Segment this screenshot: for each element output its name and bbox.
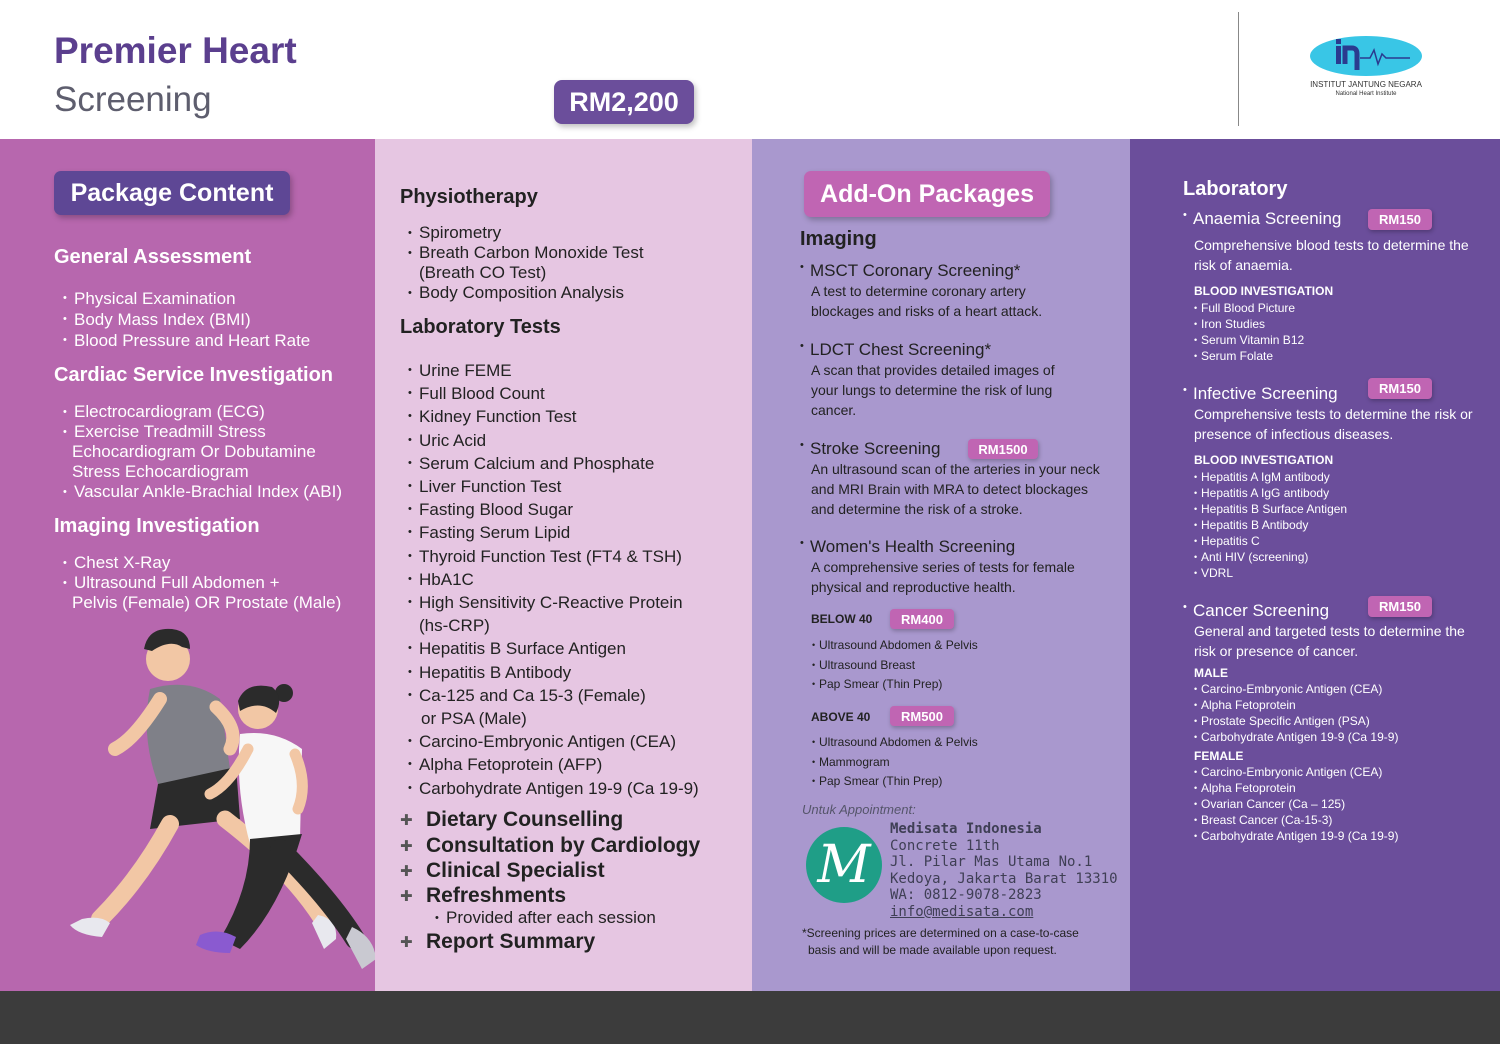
list-item: • Chest X-Ray — [63, 553, 341, 573]
logo-name: INSTITUT JANTUNG NEGARA — [1310, 80, 1422, 89]
list-item: • Mammogram — [812, 753, 978, 773]
ldct-title: • LDCT Chest Screening* — [800, 340, 991, 360]
tests-column — [375, 139, 752, 991]
list-item: • Alpha Fetoprotein — [1194, 780, 1398, 796]
runners-illustration — [40, 619, 375, 991]
addon-packages-pill: Add-On Packages — [804, 171, 1050, 217]
female-list — [1194, 764, 1398, 844]
list-item: • Prostate Specific Antigen (PSA) — [1194, 713, 1398, 729]
list-item: • Iron Studies — [1194, 316, 1304, 332]
medisata-logo-icon: M — [806, 827, 882, 903]
list-item-continued: or PSA (Male) — [421, 709, 527, 729]
package-content-column — [0, 139, 375, 991]
imaging-heading: Imaging — [800, 228, 877, 250]
list-item: • Physical Examination — [63, 288, 310, 309]
womens-health-title: • Women's Health Screening — [800, 537, 1015, 557]
extra-refreshments: ✚ Refreshments — [400, 883, 566, 908]
male-list — [1194, 681, 1398, 745]
infective-price-tag: RM150 — [1368, 378, 1432, 399]
list-item: • High Sensitivity C-Reactive Protein — [408, 591, 699, 614]
footnote: *Screening prices are determined on a case-to-case basis and will be made available upon request. — [802, 926, 1079, 957]
stroke-description: An ultrasound scan of the arteries in your neck and MRI Brain with MRA to detect blockages and determine the risk of a stroke. — [811, 461, 1100, 517]
list-item: • Ultrasound Abdomen & Pelvis — [812, 636, 978, 656]
list-item: • Breath Carbon Monoxide Test — [408, 243, 644, 263]
list-item: • Full Blood Count — [408, 382, 699, 405]
list-item: • Urine FEME — [408, 359, 699, 382]
anaemia-title: • Anaemia Screening — [1183, 209, 1341, 229]
list-item-continued: Stress Echocardiogram — [72, 462, 249, 481]
list-item: • Kidney Function Test — [408, 405, 699, 428]
list-item-continued: Echocardiogram Or Dobutamine — [72, 442, 316, 461]
male-label: MALE — [1194, 666, 1228, 680]
list-item: • Anti HIV (screening) — [1194, 549, 1347, 565]
above-40-label: ABOVE 40 — [811, 710, 871, 724]
list-item: • Fasting Serum Lipid — [408, 521, 699, 544]
list-item: • Provided after each session — [435, 908, 656, 928]
infective-sub-heading: BLOOD INVESTIGATION — [1194, 453, 1334, 467]
below-40-list — [812, 636, 978, 695]
cardiac-investigation-list — [63, 402, 342, 502]
list-item: • Ultrasound Breast — [812, 656, 978, 676]
infective-list — [1194, 469, 1347, 581]
extra-consultation: ✚ Consultation by Cardiology — [400, 833, 700, 858]
list-item: • Hepatitis B Antibody — [408, 661, 699, 684]
above-40-list — [812, 733, 978, 792]
list-item: • Liver Function Test — [408, 475, 699, 498]
below-40-label: BELOW 40 — [811, 612, 873, 626]
price-badge: RM2,200 — [554, 80, 694, 124]
contact-name: Medisata Indonesia — [890, 821, 1042, 837]
imaging-investigation-list — [63, 553, 341, 613]
list-item: • Spirometry — [408, 223, 644, 243]
above-40-price-tag: RM500 — [890, 706, 954, 726]
section-heading: General Assessment — [54, 246, 252, 268]
list-item: • Body Composition Analysis — [408, 283, 644, 303]
contact-line: Concrete 11th — [890, 837, 1000, 854]
list-item: • Alpha Fetoprotein (AFP) — [408, 753, 699, 776]
list-item: • Carbohydrate Antigen 19-9 (Ca 19-9) — [1194, 828, 1398, 844]
list-item: • Electrocardiogram (ECG) — [63, 402, 342, 422]
physiotherapy-heading: Physiotherapy — [400, 186, 538, 208]
female-label: FEMALE — [1194, 749, 1244, 763]
list-item: • Thyroid Function Test (FT4 & TSH) — [408, 545, 699, 568]
list-item: • Carbohydrate Antigen 19-9 (Ca 19-9) — [408, 777, 699, 800]
page-subtitle: Screening — [54, 80, 212, 119]
cancer-price-tag: RM150 — [1368, 596, 1432, 617]
extra-consultation-continued: ✚ Clinical Specialist — [400, 858, 605, 883]
list-item: • Serum Vitamin B12 — [1194, 332, 1304, 348]
list-item: • Ovarian Cancer (Ca – 125) — [1194, 796, 1398, 812]
list-item: • Ca-125 and Ca 15-3 (Female) — [408, 684, 699, 707]
laboratory-tests-list — [408, 359, 699, 800]
cancer-description: General and targeted tests to determine the risk or presence of cancer. — [1194, 623, 1465, 659]
list-item: • Uric Acid — [408, 429, 699, 452]
physiotherapy-list — [408, 223, 644, 303]
list-item: • Carcino-Embryonic Antigen (CEA) — [408, 730, 699, 753]
laboratory-tests-heading: Laboratory Tests — [400, 316, 561, 338]
list-item: • Hepatitis B Antibody — [1194, 517, 1347, 533]
contact-line: WA: 0812-9078-2823 — [890, 887, 1042, 903]
cancer-title: • Cancer Screening — [1183, 601, 1329, 621]
addon-column — [752, 139, 1130, 991]
contact-email-link[interactable]: info@medisata.com — [890, 903, 1034, 920]
msct-title: • MSCT Coronary Screening* — [800, 261, 1020, 281]
list-item-continued: Pelvis (Female) OR Prostate (Male) — [72, 593, 342, 612]
list-item: • Carbohydrate Antigen 19-9 (Ca 19-9) — [1194, 729, 1398, 745]
contact-block — [890, 821, 1118, 920]
list-item: • Body Mass Index (BMI) — [63, 309, 310, 330]
bottom-bar — [0, 991, 1500, 1044]
contact-line: Kedoya, Jakarta Barat 13310 — [890, 870, 1118, 887]
list-item: • HbA1C — [408, 568, 699, 591]
list-item: • Serum Calcium and Phosphate — [408, 452, 699, 475]
list-item: • Vascular Ankle-Brachial Index (ABI) — [63, 482, 342, 502]
list-item: • Hepatitis A IgM antibody — [1194, 469, 1347, 485]
list-item: • Carcino-Embryonic Antigen (CEA) — [1194, 681, 1398, 697]
refreshments-note — [435, 908, 656, 928]
list-item: • Hepatitis A IgG antibody — [1194, 485, 1347, 501]
list-item: • Fasting Blood Sugar — [408, 498, 699, 521]
anaemia-description: Comprehensive blood tests to determine the risk of anaemia. — [1194, 237, 1469, 273]
list-item-continued: (hs-CRP) — [419, 616, 490, 636]
laboratory-addon-column — [1130, 139, 1500, 991]
womens-health-description: A comprehensive series of tests for female physical and reproductive health. — [811, 559, 1075, 595]
list-item: • Hepatitis B Surface Antigen — [1194, 501, 1347, 517]
list-item: • Pap Smear (Thin Prep) — [812, 675, 978, 695]
section-heading: Imaging Investigation — [54, 515, 260, 537]
package-content-pill: Package Content — [54, 171, 290, 215]
anaemia-list — [1194, 300, 1304, 364]
list-item: • Breast Cancer (Ca-15-3) — [1194, 812, 1398, 828]
list-item: • Hepatitis C — [1194, 533, 1347, 549]
ldct-description: A scan that provides detailed images of your lungs to determine the risk of lung cancer. — [811, 362, 1055, 418]
list-item: • Carcino-Embryonic Antigen (CEA) — [1194, 764, 1398, 780]
logo-subtitle: National Heart Institute — [1335, 91, 1397, 97]
contact-line: Jl. Pilar Mas Utama No.1 — [890, 854, 1093, 870]
msct-description: A test to determine coronary artery blockages and risks of a heart attack. — [811, 283, 1043, 319]
list-item: • Ultrasound Abdomen & Pelvis — [812, 733, 978, 753]
laboratory-heading: Laboratory — [1183, 178, 1288, 200]
appointment-label: Untuk Appointment: — [802, 802, 916, 817]
anaemia-price-tag: RM150 — [1368, 209, 1432, 230]
infective-title: • Infective Screening — [1183, 384, 1338, 404]
stroke-price-tag: RM1500 — [968, 439, 1038, 459]
list-item: • Exercise Treadmill Stress — [63, 422, 342, 442]
below-40-price-tag: RM400 — [890, 609, 954, 629]
extra-report-summary: ✚ Report Summary — [400, 929, 595, 954]
list-item: • Hepatitis B Surface Antigen — [408, 637, 699, 660]
header-divider — [1238, 12, 1239, 126]
list-item-continued: (Breath CO Test) — [419, 263, 547, 282]
list-item: • VDRL — [1194, 565, 1347, 581]
anaemia-sub-heading: BLOOD INVESTIGATION — [1194, 284, 1334, 298]
extra-dietary-counselling: ✚ Dietary Counselling — [400, 807, 623, 832]
list-item: • Blood Pressure and Heart Rate — [63, 330, 310, 351]
list-item: • Ultrasound Full Abdomen + — [63, 573, 341, 593]
general-assessment-list — [63, 288, 310, 351]
list-item: • Serum Folate — [1194, 348, 1304, 364]
list-item: • Full Blood Picture — [1194, 300, 1304, 316]
infective-description: Comprehensive tests to determine the risk or presence of infectious diseases. — [1194, 406, 1473, 442]
stroke-title: • Stroke Screening — [800, 439, 940, 459]
list-item: • Alpha Fetoprotein — [1194, 697, 1398, 713]
list-item: • Pap Smear (Thin Prep) — [812, 772, 978, 792]
page-title: Premier Heart — [54, 30, 297, 71]
section-heading: Cardiac Service Investigation — [54, 364, 334, 386]
